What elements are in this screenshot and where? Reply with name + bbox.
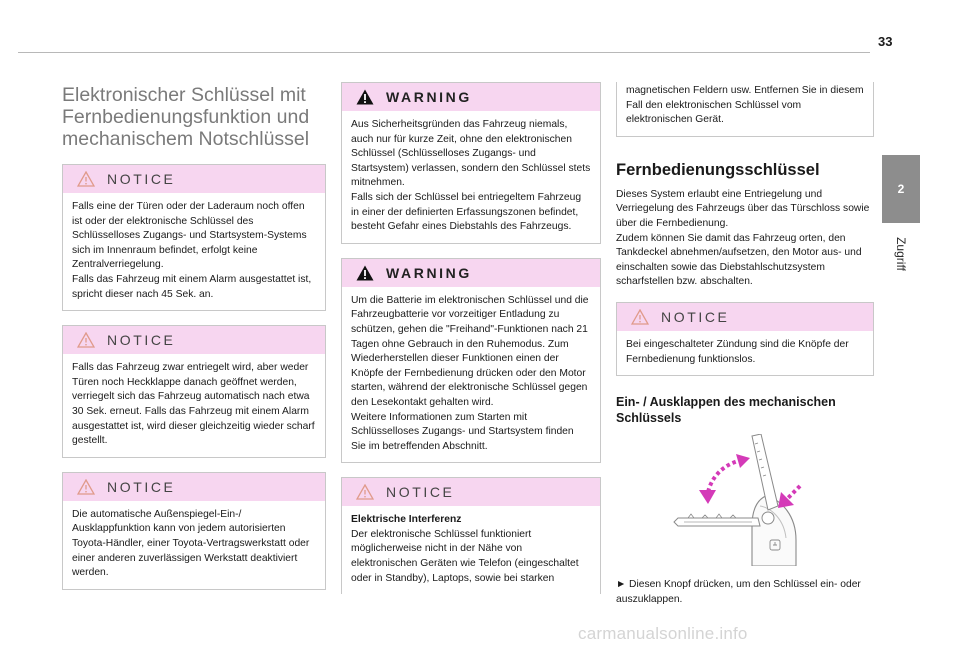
notice-body (63, 193, 325, 310)
notice-body (342, 506, 600, 594)
notice-label: NOTICE (107, 332, 176, 349)
key-fold-illustration (654, 434, 814, 566)
column-1 (62, 84, 326, 604)
warning-text: Falls sich der Schlüssel bei entriegeltem Fahrzeug in einer der definierten Erfassungszonen befindet, besteht Gefahr eines Diebstahls des Fahrzeugs. (351, 191, 582, 233)
page-title: Elektronischer Schlüssel mit Fernbedienungsfunktion und mechanischem Notschlüssel (62, 84, 310, 150)
column-3 (616, 82, 874, 607)
chapter-label-box (877, 222, 925, 286)
notice-header (63, 326, 325, 354)
notice-header (617, 303, 873, 331)
warning-header (342, 259, 600, 287)
notice-text: magnetischen Feldern usw. Entfernen Sie in diesem Fall den elektronischen Schlüssel vom elektronischen Gerät. (626, 85, 864, 126)
warning-triangle-icon (356, 265, 374, 281)
notice-text: Falls eine der Türen oder der Laderaum noch offen ist oder der elektronische Schlüssel des Schlüsselloses Zugangs- und Startsystem-Systems sich im Innenraum befindet, erfolgt keine Zentralverriegelung. (72, 201, 307, 271)
warning-text: Um die Batterie im elektronischen Schlüssel und die Fahrzeugbatterie vor vorzeitiger Entladung zu schützen, gehen die "Freihand"-Funktionen nach 21 Tagen ohne Gebrauch in den Ruhemodus. Zum Wiederherstellen dieser Funktionen einen der Knöpfe der Fernbedienung drücken oder den Motor starten, während der elektronische Schlüssel gegen den Lesekontakt gehalten wird. (351, 294, 589, 408)
warning-box-1 (341, 82, 601, 244)
notice-box-5 (616, 302, 874, 376)
caution-outline-icon (77, 479, 95, 495)
notice-header (63, 473, 325, 501)
notice-box-1 (62, 164, 326, 311)
warning-label: WARNING (386, 264, 472, 281)
body-text: Zudem können Sie damit das Fahrzeug orten, den Tankdeckel abnehmen/aufsetzen, den Motor aus- und einschalten sowie das Diebstahlschutzsystem scharfstellen bzw. abschalten. (616, 232, 862, 288)
caution-outline-icon (356, 484, 374, 500)
notice-header (342, 478, 600, 506)
caution-outline-icon (77, 332, 95, 348)
subsection-title: Ein- / Ausklappen des mechanischen Schlüssels (616, 395, 836, 426)
notice-body (617, 331, 873, 375)
notice-text: Die automatische Außenspiegel-Ein-/ Ausklappfunktion kann von jedem autorisierten Toyota-Händler, einer Toyota-Vertragswerkstatt oder einer anderen zuverlässigen Werkstatt deaktiviert werden. (72, 508, 310, 579)
page-number: 33 (878, 34, 893, 49)
notice-label: NOTICE (661, 308, 730, 325)
notice-subtitle: Elektrische Interferenz (351, 514, 462, 526)
instruction-text: ► Diesen Knopf drücken, um den Schlüssel ein- oder auszuklappen. (616, 579, 861, 605)
chapter-tab[interactable]: 2 (882, 155, 920, 223)
warning-header (342, 83, 600, 111)
notice-box-3 (62, 472, 326, 590)
warning-triangle-icon (356, 89, 374, 105)
section-title: Fernbedienungsschlüssel (616, 160, 820, 179)
caution-outline-icon (631, 309, 649, 325)
notice-label: NOTICE (386, 484, 455, 501)
warning-body (342, 287, 600, 463)
notice-body (63, 354, 325, 457)
header-rule (18, 52, 870, 53)
warning-body (342, 111, 600, 243)
notice-box-2 (62, 325, 326, 458)
notice-body (63, 501, 325, 589)
column-2 (341, 82, 601, 608)
notice-text: Der elektronische Schlüssel funktioniert möglicherweise nicht in der Nähe von elektronischen Geräten wie Telefon (eingeschaltet oder in Standby), Laptops, sowie bei starken (351, 528, 579, 584)
watermark: carmanualsonline.info (578, 624, 748, 643)
notice-text: Falls das Fahrzeug mit einem Alarm ausgestattet ist, spricht dieser nach 45 Sek. an. (72, 273, 312, 300)
warning-box-2 (341, 258, 601, 464)
warning-label: WARNING (386, 89, 472, 105)
body-text: Dieses System erlaubt eine Entriegelung und Verriegelung des Fahrzeugs über das Türschloss sowie über die Fernbedienung. (616, 188, 870, 229)
notice-text: Bei eingeschalteter Zündung sind die Knöpfe der Fernbedienung funktionslos. (626, 338, 849, 365)
notice-continuation (616, 82, 874, 137)
notice-text: Falls das Fahrzeug zwar entriegelt wird, aber weder Türen noch Heckklappe danach geöffnet werden, verriegelt sich das Fahrzeug automatisch nach etwa 30 Sek. erneut. Falls das Fahrzeug mit einem Alarm ausgestattet ist, wird dieser gleichzeitig wieder scharf gestellt. (72, 362, 315, 447)
warning-text: Weitere Informationen zum Starten mit Schlüsselloses Zugangs- und Startsystem finden Sie im betreffenden Abschnitt. (351, 411, 574, 452)
notice-box-4 (341, 477, 601, 594)
warning-text: Aus Sicherheitsgründen das Fahrzeug niemals, auch nur für kurze Zeit, ohne den elektronischen Schlüssel (Schlüsselloses Zugangs- und Startsystem) verlassen, sondern den Schlüssel stets mitnehmen. (351, 119, 591, 189)
notice-label: NOTICE (107, 478, 176, 495)
chapter-label: Zugriff (894, 237, 908, 271)
notice-header (63, 165, 325, 193)
notice-label: NOTICE (107, 171, 176, 187)
caution-outline-icon (77, 171, 95, 187)
